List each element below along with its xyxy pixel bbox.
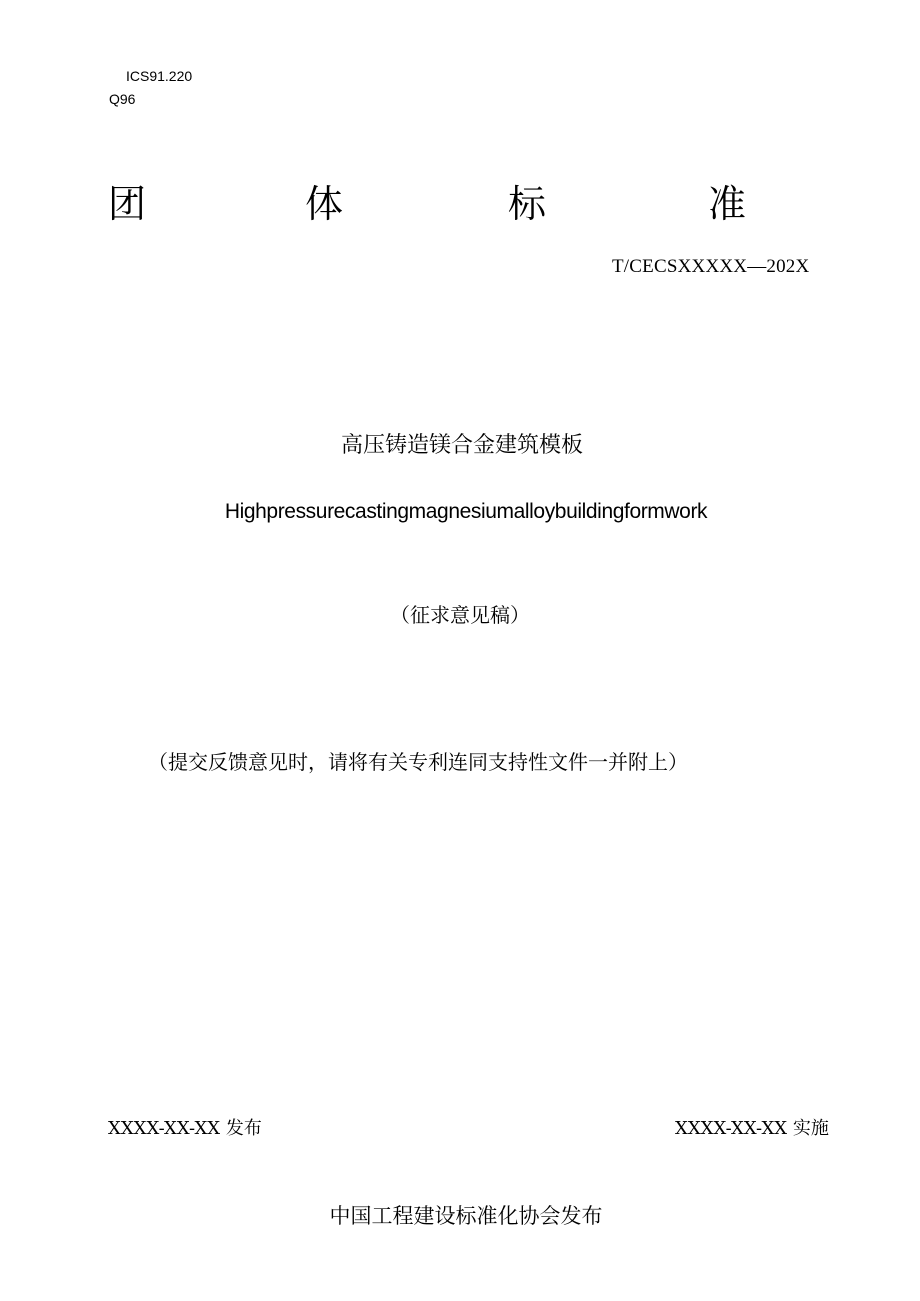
- ccs-code: Q96: [109, 91, 136, 107]
- heading-char: 标: [508, 182, 547, 226]
- publish-date: XXXX-XX-XX 发布: [108, 1118, 262, 1139]
- standard-type-heading: [108, 180, 768, 230]
- heading-char: 体: [305, 182, 344, 226]
- draft-label: （征求意见稿）: [390, 603, 530, 627]
- implement-date: XXXX-XX-XX 实施: [675, 1118, 829, 1139]
- heading-char: 团: [108, 182, 147, 226]
- ics-code: ICS91.220: [126, 68, 193, 84]
- title-english: Highpressurecastingmagnesiumalloybuildingformwork: [224, 500, 708, 523]
- title-chinese: 高压铸造镁合金建筑模板: [340, 433, 583, 458]
- patent-note: （提交反馈意见时，请将有关专利连同支持性文件一并附上）: [148, 750, 688, 774]
- publisher: 中国工程建设标准化协会发布: [329, 1204, 603, 1228]
- heading-char: 准: [708, 182, 747, 226]
- standard-number: T/CECSXXXXX—202X: [612, 256, 810, 277]
